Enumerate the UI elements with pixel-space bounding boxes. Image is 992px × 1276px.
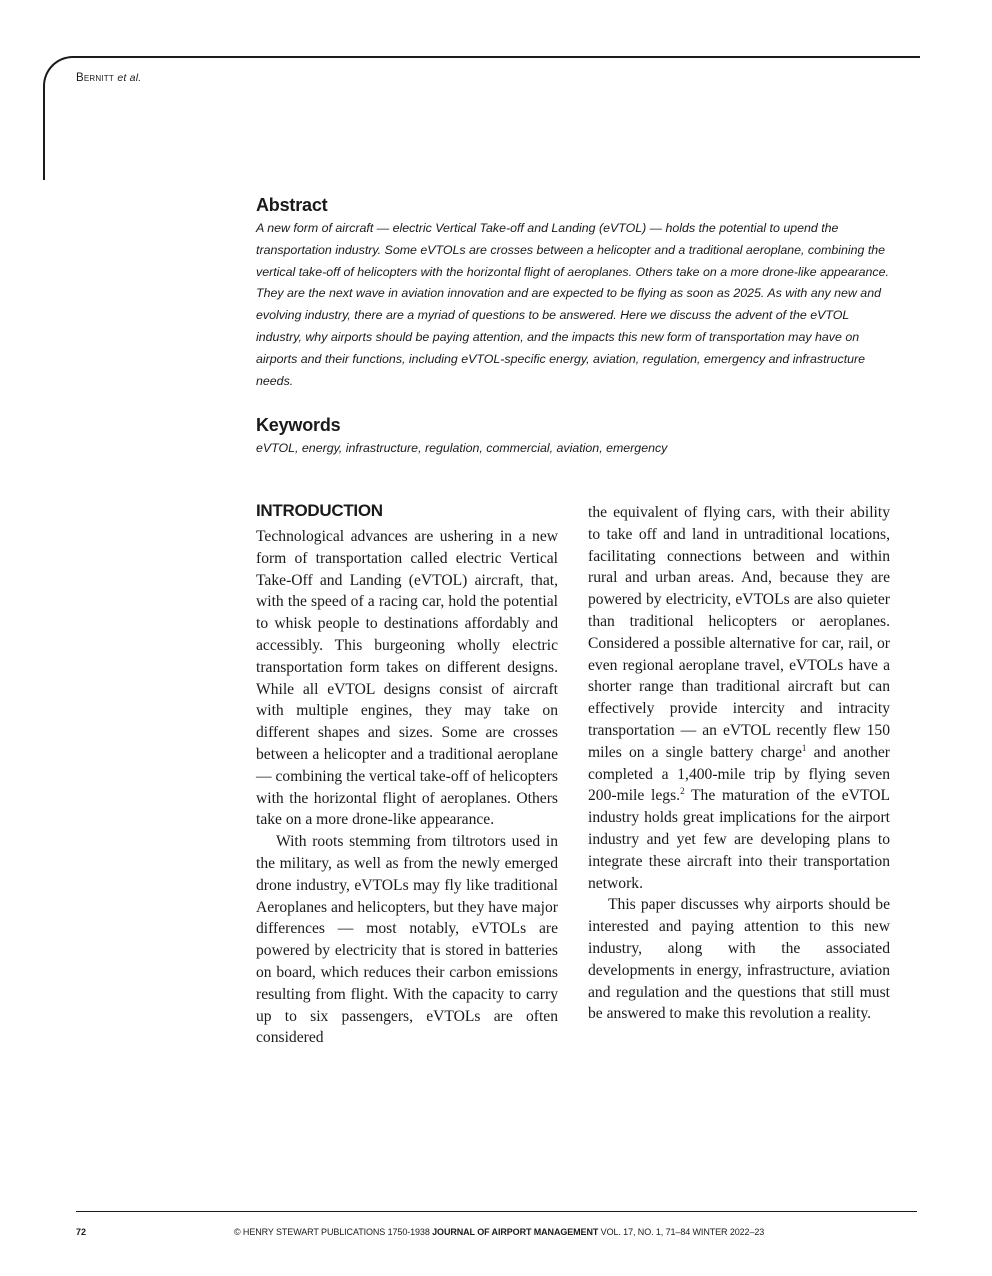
abstract-text: A new form of aircraft — electric Vertical Take-off and Landing (eVTOL) — holds the potential to upend the transportation industry. Some eVTOLs are crosses between a helicopter and a traditional aeroplane, combining the vertical take-off of helicopters with the horizontal flight of aeroplanes. Others take on a more drone-like appearance. They are the next wave in aviation innovation and are expected to be flying as soon as 2025. As with any new and evolving industry, there are a myriad of questions to be answered. Here we discuss the advent of the eVTOL industry, why airports should be paying attention, and the impacts this new form of transportation may have on airports and their functions, including eVTOL-specific energy, aviation, regulation, emergency and infrastructure needs. <box>256 221 889 388</box>
intro-paragraph-1: Technological advances are ushering in a new form of transportation called electric Vertical Take-Off and Landing (eVTOL) aircraft, that, with the speed of a racing car, hold the potential to whisk people to destinations affordably and accessibly. This burgeoning wholly electric transportation form takes on different designs. While all eVTOL designs consist of aircraft with multiple engines, they may take on different shapes and sizes. Some are crosses between a helicopter and a traditional aeroplane — combining the vertical take-off of helicopters with the horizontal flight of aeroplanes. Others take on a more drone-like appearance. <box>256 528 558 829</box>
column-left <box>256 500 558 1049</box>
intro-paragraph-3 <box>588 502 890 894</box>
page-number: 72 <box>76 1227 87 1237</box>
reference-2[interactable]: 2 <box>680 786 685 797</box>
footer-citation <box>234 1227 764 1237</box>
intro-paragraph-2: With roots stemming from tiltrotors used in the military, as well as from the newly emerged drone industry, eVTOLs may fly like traditional Aeroplanes and helicopters, but they have major differences — most notably, eVTOLs are powered by electricity that is stored in batteries on board, which reduces their carbon emissions resulting from flight. With the capacity to carry up to six passengers, eVTOLs are often considered <box>256 833 558 1047</box>
introduction-heading: INTRODUCTION <box>256 501 383 520</box>
intro-paragraph-4: This paper discusses why airports should be interested and paying attention to this new industry, along with the associated developments in energy, infrastructure, aviation and regulation and the questions that still must be answered to make this revolution a reality. <box>588 896 890 1023</box>
abstract-heading: Abstract <box>256 195 328 215</box>
keywords-text: eVTOL, energy, infrastructure, regulation, commercial, aviation, emergency <box>256 441 668 455</box>
page-frame <box>43 56 920 180</box>
keywords-heading: Keywords <box>256 415 341 435</box>
column-right <box>588 502 890 1025</box>
abstract-section <box>256 195 896 392</box>
intro-paragraph-3-part-c: The maturation of the eVTOL industry holds great implications for the airport industry and yet few are developing plans to integrate these aircraft into their transportation network. <box>588 787 891 892</box>
footer-journal: JOURNAL OF AIRPORT MANAGEMENT <box>432 1227 599 1237</box>
footer-issue: VOL. 17, NO. 1, 71–84 WINTER 2022–23 <box>600 1227 765 1237</box>
intro-paragraph-3-part-a: the equivalent of flying cars, with their ability to take off and land in untraditional locations, facilitating connections between and within rural and urban areas. And, because they are powered by electricity, eVTOLs are also quieter than traditional helicopters or aeroplanes. Considered a possible alternative for car, rail, or even regional aeroplane travel, eVTOLs have a shorter range than traditional aircraft but can effectively provide intercity and intracity transportation — an eVTOL recently flew 150 miles on a single battery charge <box>588 504 890 761</box>
keywords-section <box>256 415 896 458</box>
intro-paragraph-3-part-b: and another completed a 1,400-mile trip by flying seven 200-mile legs. <box>588 743 890 805</box>
running-head-author: Bernitt <box>76 72 114 84</box>
reference-1[interactable]: 1 <box>801 742 807 753</box>
running-head <box>76 72 141 84</box>
footer-copyright: © HENRY STEWART PUBLICATIONS 1750-1938 <box>234 1227 430 1237</box>
footer-rule <box>76 1211 917 1212</box>
running-head-etal: et al. <box>117 72 142 84</box>
